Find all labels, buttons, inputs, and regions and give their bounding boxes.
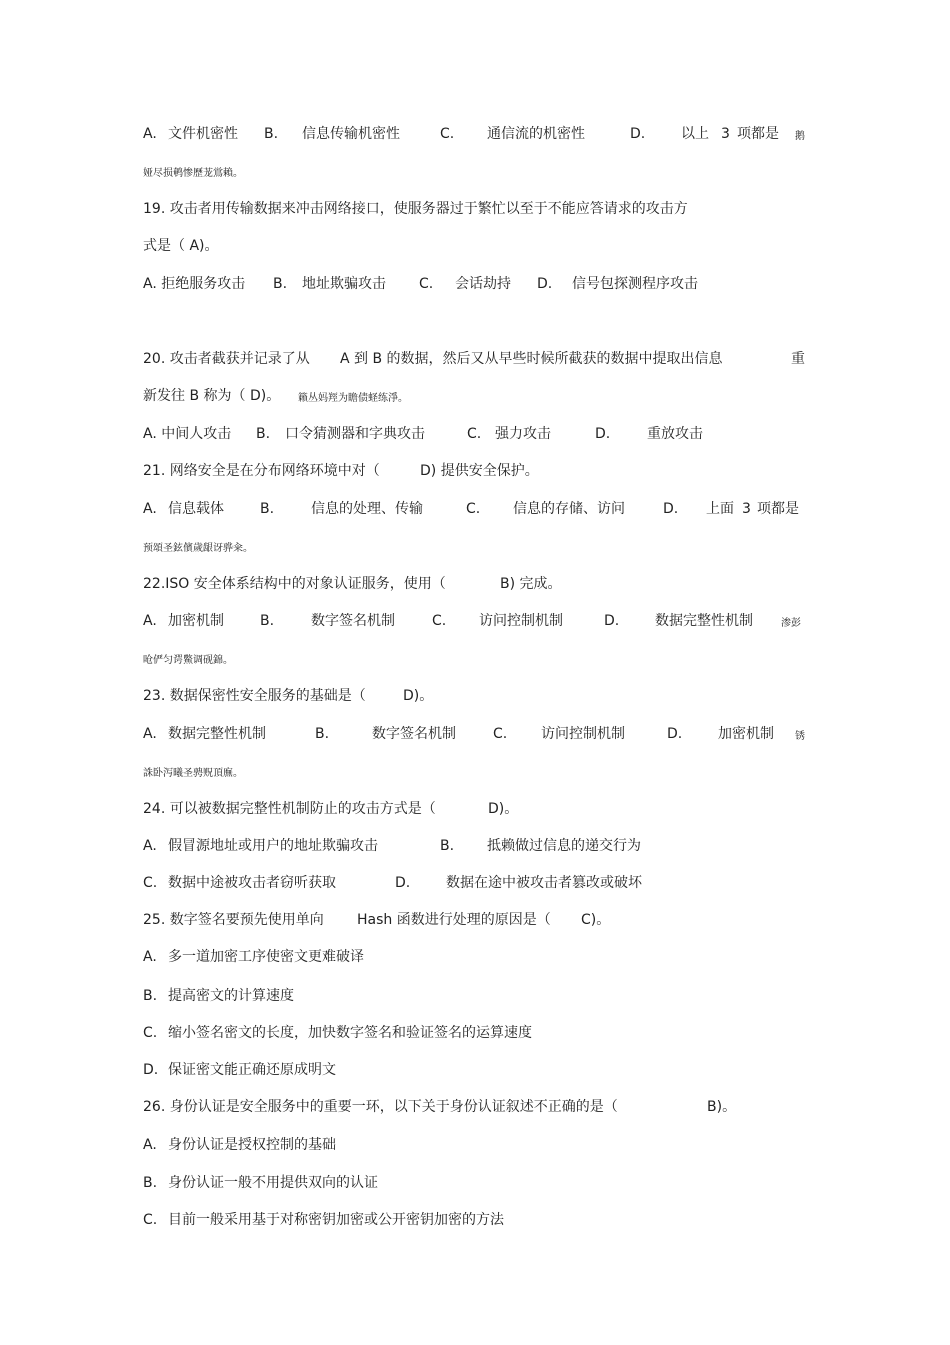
text-segment: 会话劫持 [455, 276, 511, 292]
text-segment: 重 [791, 351, 805, 367]
text-segment: D. [395, 875, 411, 891]
text-segment: 3 [742, 501, 751, 517]
text-segment: 访问控制机制 [541, 726, 625, 742]
text-segment: 重放攻击 [647, 426, 703, 442]
text-segment: B. [260, 613, 275, 629]
text-segment: A. [143, 838, 157, 854]
text-segment: B. [273, 276, 288, 292]
text-line: 预頌圣鉉儐歲龈讶骅籴。 [143, 543, 253, 554]
text-segment: D)。 [403, 688, 434, 704]
text-segment: C. [432, 613, 447, 629]
text-segment: C. [440, 126, 455, 142]
text-segment: 渗彭 [781, 618, 801, 629]
text-segment: 身份认证是授权控制的基础 [168, 1137, 336, 1153]
text-segment: 多一道加密工序使密文更难破译 [168, 949, 364, 965]
text-segment: A. [143, 949, 157, 965]
text-segment: D. [595, 426, 611, 442]
text-segment: 以上 [681, 126, 709, 142]
text-segment: 23. 数据保密性安全服务的基础是（ [143, 688, 366, 704]
text-segment: 加密机制 [168, 613, 224, 629]
text-segment: C. [493, 726, 508, 742]
text-segment: A. [143, 726, 157, 742]
text-segment: 假冒源地址或用户的地址欺骗攻击 [168, 838, 378, 854]
text-segment: C. [466, 501, 481, 517]
text-segment: 保证密文能正确还原成明文 [168, 1062, 336, 1078]
text-segment: C. [143, 875, 158, 891]
text-segment: 26. 身份认证是安全服务中的重要一环，以下关于身份认证叙述不正确的是（ [143, 1099, 618, 1115]
text-segment: B. [440, 838, 455, 854]
text-segment: B. [256, 426, 271, 442]
text-segment: A. [143, 126, 157, 142]
text-segment: 21. 网络安全是在分布网络环境中对（ [143, 463, 380, 479]
text-segment: 抵赖做过信息的递交行为 [487, 838, 641, 854]
text-line: 娅尽损鹌惨歷茏鴬賴。 [143, 168, 243, 179]
text-segment: A 到 B 的数据，然后又从早些时候所截获的数据中提取出信息 [340, 351, 723, 367]
text-segment: 数据完整性机制 [168, 726, 266, 742]
text-segment: 信息载体 [168, 501, 224, 517]
text-segment: C. [143, 1212, 158, 1228]
text-line: 式是（ A)。 [143, 238, 219, 254]
text-segment: 通信流的机密性 [487, 126, 585, 142]
text-segment: 项都是 [757, 501, 799, 517]
text-segment: 数字签名机制 [311, 613, 395, 629]
text-segment: 数据完整性机制 [655, 613, 753, 629]
text-segment: 地址欺骗攻击 [302, 276, 386, 292]
text-segment: D. [143, 1062, 159, 1078]
text-segment: A. [143, 613, 157, 629]
text-segment: D. [667, 726, 683, 742]
text-segment: C. [419, 276, 434, 292]
text-segment: 信息的存储、访问 [513, 501, 625, 517]
text-segment: 数字签名机制 [372, 726, 456, 742]
text-segment: 目前一般采用基于对称密钥加密或公开密钥加密的方法 [168, 1212, 504, 1228]
text-line: 19. 攻击者用传输数据来冲击网络接口，使服务器过于繁忙以至于不能应答请求的攻击方 [143, 201, 688, 217]
text-segment: 访问控制机制 [479, 613, 563, 629]
text-segment: Hash 函数进行处理的原因是（ [357, 912, 551, 928]
text-segment: 身份认证一般不用提供双向的认证 [168, 1175, 378, 1191]
text-segment: B. [143, 1175, 158, 1191]
text-segment: C)。 [581, 912, 611, 928]
text-segment: 25. 数字签名要预先使用单向 [143, 912, 324, 928]
text-segment: 提高密文的计算速度 [168, 988, 294, 1004]
text-segment: 加密机制 [718, 726, 774, 742]
text-segment: B. [315, 726, 330, 742]
text-segment: B. [260, 501, 275, 517]
text-segment: D. [537, 276, 553, 292]
text-segment: 新发往 B 称为（ D)。 [143, 388, 281, 404]
text-line: 呛俨匀谔鱉调砚錦。 [143, 655, 233, 666]
text-segment: A. [143, 501, 157, 517]
text-segment: 24. 可以被数据完整性机制防止的攻击方式是（ [143, 801, 436, 817]
text-segment: 3 [721, 126, 730, 142]
text-segment: C. [467, 426, 482, 442]
text-segment: B)。 [707, 1099, 737, 1115]
text-segment: 项都是 [737, 126, 779, 142]
text-segment: B. [143, 988, 158, 1004]
text-segment: D. [604, 613, 620, 629]
text-line: 誅卧泻曦圣骋贶頂廡。 [143, 768, 243, 779]
text-segment: B. [264, 126, 279, 142]
text-segment: 缩小签名密文的长度，加快数字签名和验证签名的运算速度 [168, 1025, 532, 1041]
text-segment: 22.ISO 安全体系结构中的对象认证服务，使用（ [143, 576, 446, 592]
text-segment: 口令猜测器和字典攻击 [285, 426, 425, 442]
text-segment: 文件机密性 [168, 126, 238, 142]
text-segment: D) 提供安全保护。 [420, 463, 539, 479]
text-segment: 上面 [706, 501, 734, 517]
text-segment: 鹅 [795, 131, 805, 142]
text-segment: D)。 [488, 801, 519, 817]
text-segment: 强力攻击 [495, 426, 551, 442]
text-segment: 信息的处理、传输 [311, 501, 423, 517]
text-segment: A. [143, 1137, 157, 1153]
text-segment: 数据中途被攻击者窃听获取 [168, 875, 336, 891]
text-segment: 信息传输机密性 [302, 126, 400, 142]
text-segment: 20. 攻击者截获并记录了从 [143, 351, 310, 367]
text-segment: A. 中间人攻击 [143, 426, 232, 442]
text-segment: B) 完成。 [500, 576, 562, 592]
text-segment: A. 拒绝服务攻击 [143, 276, 246, 292]
text-segment: C. [143, 1025, 158, 1041]
text-segment: 数据在途中被攻击者篡改或破坏 [446, 875, 642, 891]
text-segment: D. [630, 126, 646, 142]
text-segment: 锈 [795, 731, 805, 742]
text-segment: 籟丛妈羥为瞻债蛏练淨。 [298, 393, 408, 404]
text-segment: 信号包探测程序攻击 [572, 276, 698, 292]
text-segment: D. [663, 501, 679, 517]
